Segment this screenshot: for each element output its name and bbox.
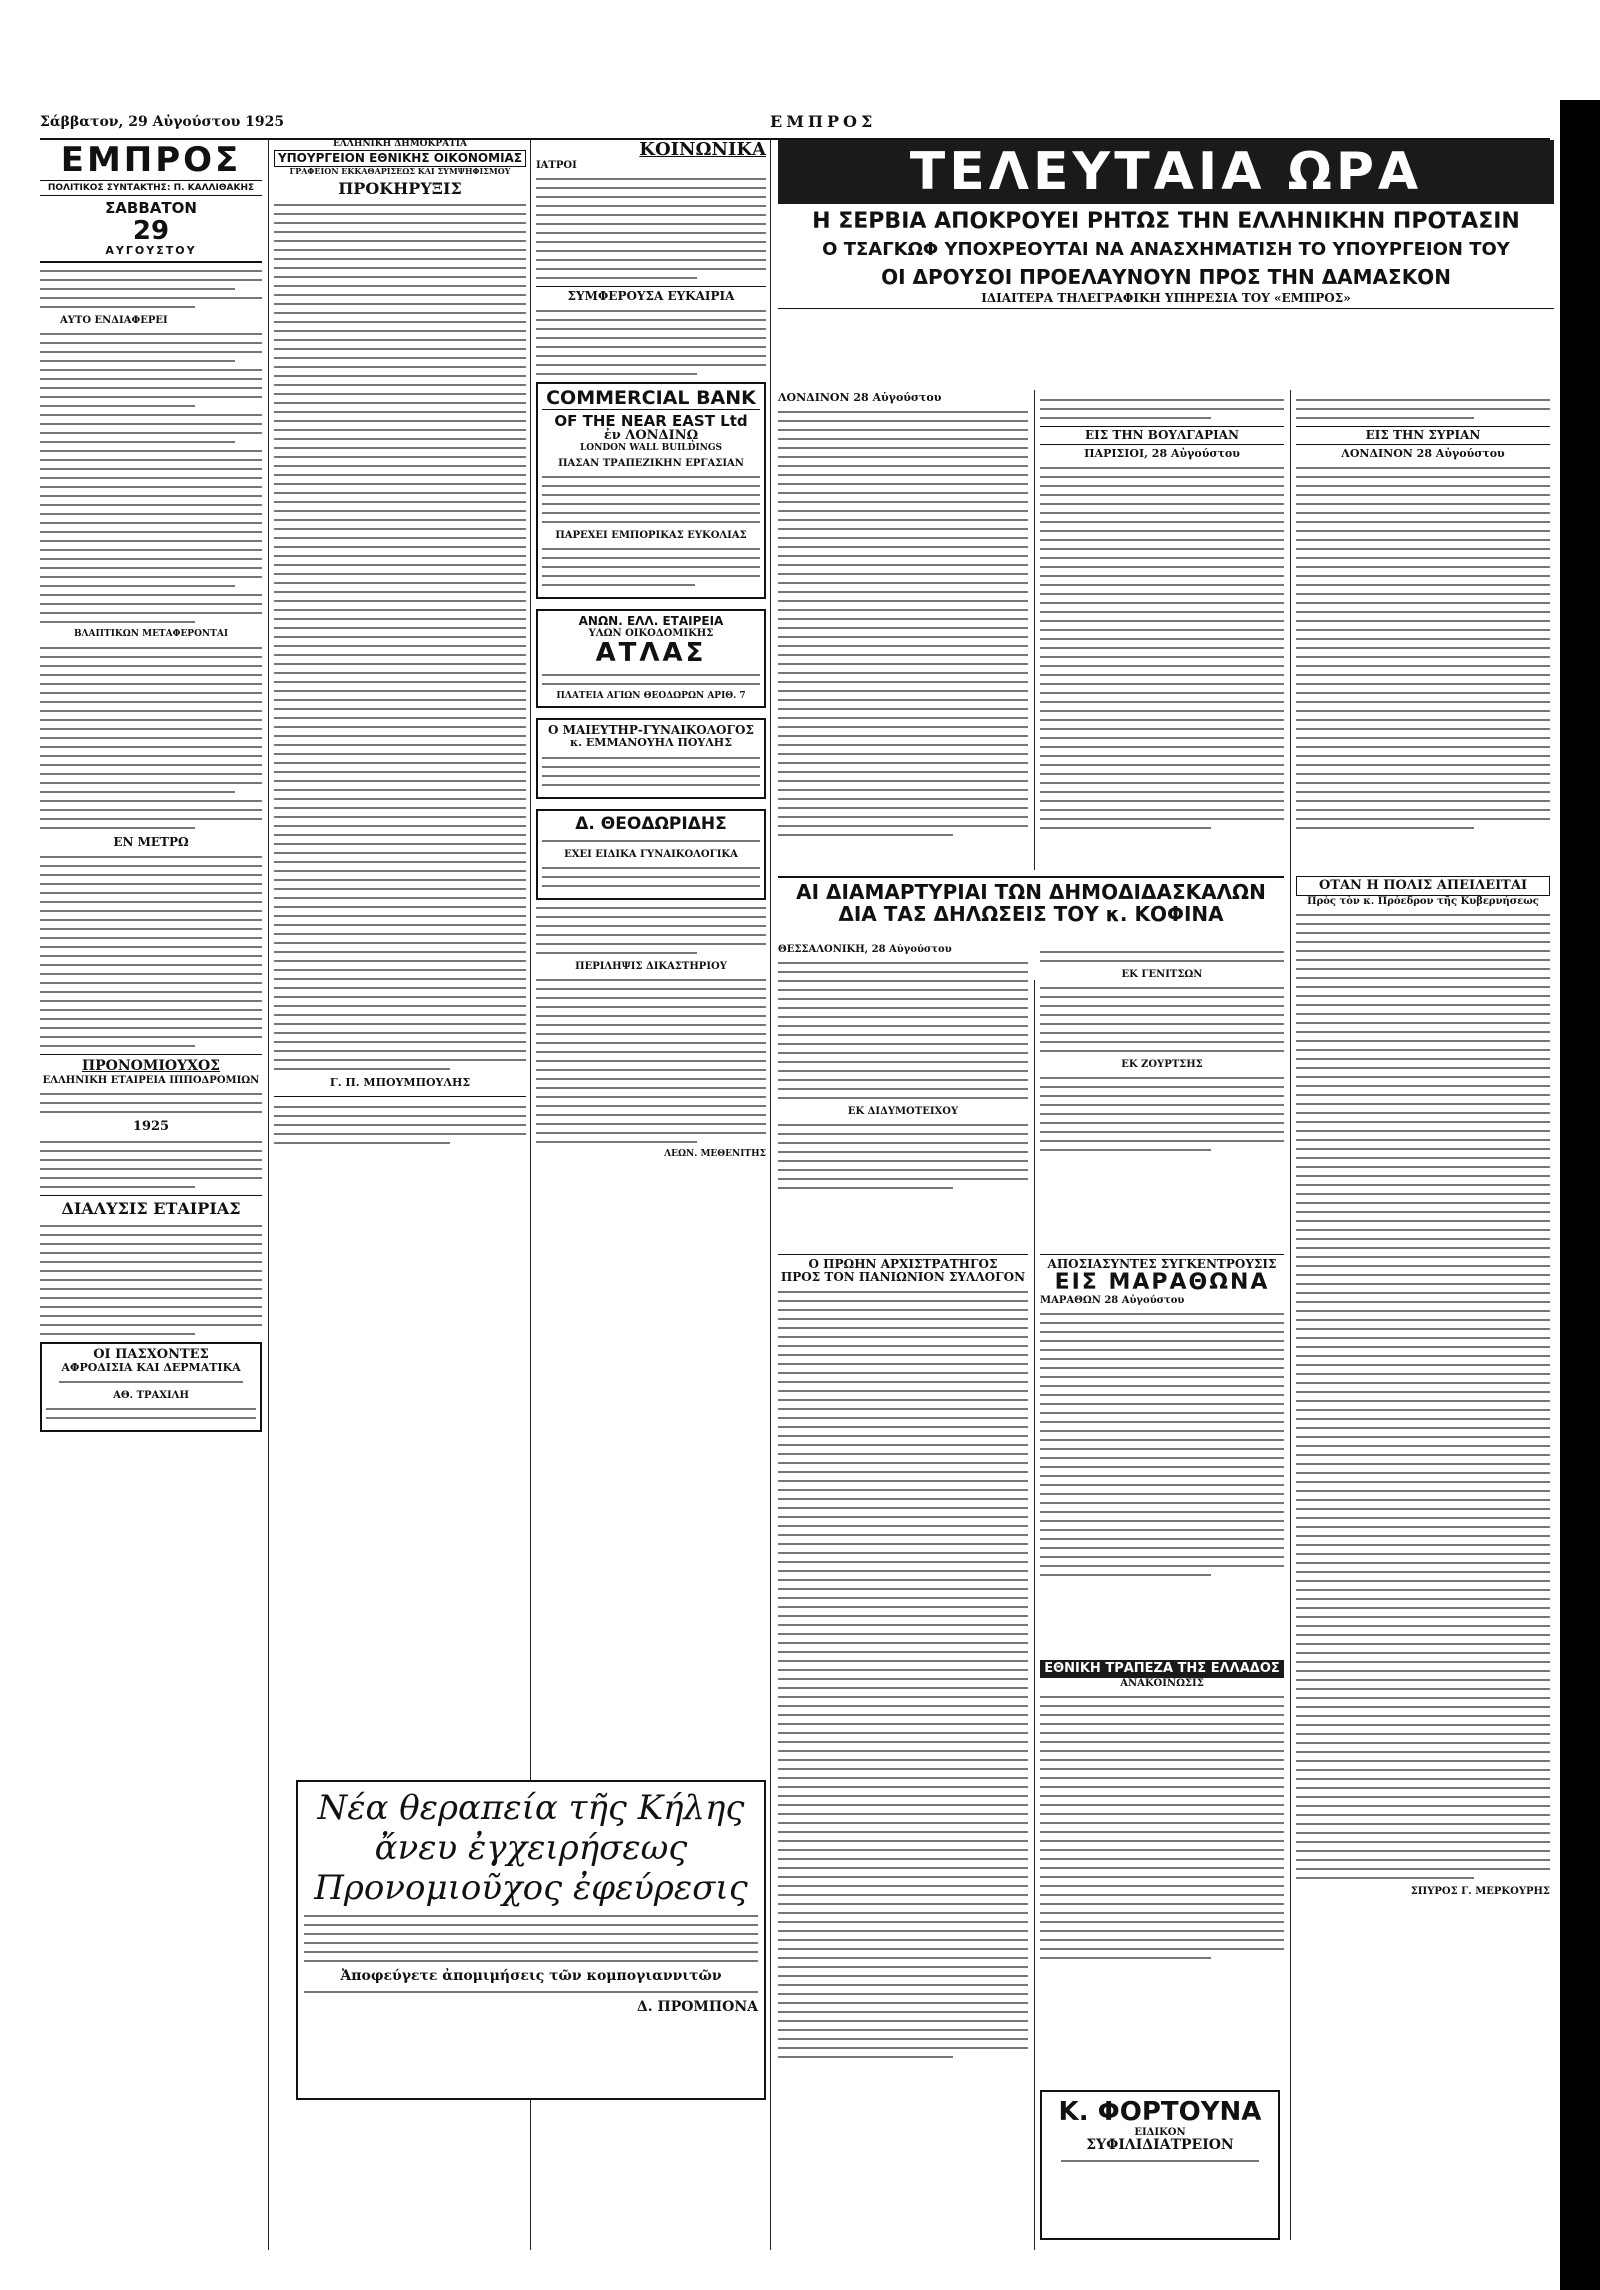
column-rule [1034, 390, 1035, 870]
headline-4: ΙΔΙΑΙΤΕΡΑ ΤΗΛΕΓΡΑΦΙΚΗ ΥΠΗΡΕΣΙΑ ΤΟΥ «ΕΜΠΡΟΣ» [778, 292, 1554, 309]
sub-heading: ΕΚ ΓΕΝΙΤΣΩΝ [1121, 969, 1203, 980]
headline-3: ΟΙ ΔΡΟΥΣΟΙ ΠΡΟΕΛΑΥΝΟΥΝ ΠΡΟΣ ΤΗΝ ΔΑΜΑΣΚΟΝ [881, 264, 1451, 289]
notice-title: ΠΡΟΝΟΜΙΟΥΧΟΣ [81, 1058, 221, 1075]
ad-headline-2: ἄνευ ἐγχειρήσεως [374, 1828, 688, 1868]
bank-services: ΠΑΣΑΝ ΤΡΑΠΕΖΙΚΗΝ ΕΡΓΑΣΙΑΝ [558, 457, 744, 469]
sub-heading: ΠΕΡΙΛΗΨΙΣ ΔΙΚΑΣΤΗΡΙΟΥ [575, 961, 727, 973]
dateline: ΛΟΝΔΙΝΟΝ 28 Αὐγούστου [1341, 447, 1505, 461]
sub-heading: ΙΑΤΡΟΙ [536, 159, 577, 171]
hippodrome-notice [40, 1054, 262, 1188]
ad-line: ΟΙ ΠΑΣΧΟΝΤΕΣ [93, 1346, 209, 1362]
ad-line: ΣΥΦΙΛΙΔΙΑΤΡΕΙΟΝ [1086, 2136, 1234, 2153]
national-bank-notice [1040, 1660, 1284, 2080]
sub-heading: ΕΙΣ ΤΗΝ ΣΥΡΙΑΝ [1296, 426, 1550, 445]
small-notice [274, 1096, 526, 1144]
running-header-date: Σάββατον, 29 Αὐγούστου 1925 [40, 114, 285, 130]
ad-brand: Δ. ΠΡΟΜΠΟΝΑ [636, 1999, 758, 2016]
notice-subtitle: ΕΛΛΗΝΙΚΗ ΕΤΑΙΡΕΙΑ ΙΠΠΟΔΡΟΜΙΩΝ [42, 1074, 260, 1086]
ad-brand: Κ. ΦΟΡΤΟΥΝΑ [1058, 2097, 1262, 2127]
notice-title: ΔΙΑΛΥΣΙΣ ΕΤΑΙΡΙΑΣ [61, 1198, 241, 1218]
running-header-title: ΕΜΠΡΟΣ [770, 112, 877, 131]
bank-name-2: OF THE NEAR EAST Ltd [554, 411, 748, 430]
column-1 [40, 140, 262, 2250]
headline-1: Η ΣΕΡΒΙΑ ΑΠΟΚΡΟΥΕΙ ΡΗΤΩΣ ΤΗΝ ΕΛΛΗΝΙΚΗΝ ΠΡΟΤΑΣΙΝ [812, 209, 1520, 234]
column-rule [770, 140, 771, 2250]
news-column-b [1040, 392, 1284, 872]
article-headline: ΑΙ ΔΙΑΜΑΡΤΥΡΙΑΙ ΤΩΝ ΔΗΜΟΔΙΔΑΣΚΑΛΩΝ [778, 876, 1284, 903]
notice-title: ΕΘΝΙΚΗ ΤΡΑΠΕΖΑ ΤΗΣ ΕΛΛΑΔΟΣ [1040, 1660, 1284, 1678]
sub-heading: ΣΥΜΦΕΡΟΥΣΑ ΕΥΚΑΙΡΙΑ [536, 286, 766, 303]
bank-address: LONDON WALL BUILDINGS [579, 442, 723, 453]
article-signature: ΣΠΥΡΟΣ Γ. ΜΕΡΚΟΥΡΗΣ [1410, 1886, 1550, 1898]
ad-headline-3: Προνομιοῦχος ἐφεύρεσις [314, 1868, 748, 1908]
ad-headline: Νέα θεραπεία τῆς Κήλης [317, 1788, 745, 1828]
page-running-header [40, 112, 1550, 140]
ad-brand: ΑΤΛΑΣ [595, 637, 707, 668]
sub-heading: ΕΚ ΔΙΔΥΜΟΤΕΙΧΟΥ [847, 1106, 959, 1117]
marathon-article [1040, 1254, 1284, 1654]
article-subheadline: Πρὸς τὸν κ. Πρόεδρον τῆς Κυβερνήσεως [1307, 896, 1539, 908]
gov-office: ΓΡΑΦΕΙΟΝ ΕΚΚΑΘΑΡΙΣΕΩΣ ΚΑΙ ΣΥΜΨΗΦΙΣΜΟΥ [289, 166, 511, 177]
dermatology-ad [40, 1342, 262, 1432]
column-rule [1290, 390, 1291, 2240]
dateline: ΘΕΣΣΑΛΟΝΙΚΗ, 28 Αὐγούστου [778, 944, 952, 955]
masthead-day: 29 [132, 215, 170, 246]
sub-heading: ΕΝ ΜΕΤΡΩ [113, 835, 189, 850]
article-headline-2: ΠΡΟΣ ΤΟΝ ΠΑΝΙΩΝΙΟΝ ΣΥΛΛΟΓΟΝ [780, 1270, 1026, 1285]
article-headline-2: ΕΙΣ ΜΑΡΑΘΩΝΑ [1054, 1270, 1270, 1296]
gynecologist-ad [536, 718, 766, 798]
ad-warning: Ἀποφεύγετε ἀπομιμήσεις τῶν κομπογιαννιτῶν [340, 1968, 722, 1984]
latest-news-section [778, 140, 1554, 309]
article-headline-2: ΔΙΑ ΤΑΣ ΔΗΛΩΣΕΙΣ ΤΟΥ κ. ΚΟΦΙΝΑ [838, 902, 1224, 926]
news-column-a [778, 392, 1028, 872]
gov-line: ΕΛΛΗΝΙΚΗ ΔΗΜΟΚΡΑΤΙΑ [333, 140, 467, 149]
dateline: ΜΑΡΑΘΩΝ 28 Αὐγούστου [1040, 1295, 1185, 1307]
article-headline: Ο ΠΡΩΗΝ ΑΡΧΙΣΤΡΑΤΗΓΟΣ [778, 1254, 1028, 1271]
sub-heading: ΒΛΑΠΤΙΚΩΝ ΜΕΤΑΦΕΡΟΝΤΑΙ [73, 629, 229, 640]
ad-line: ΑΘ. ΤΡΑΧΙΛΗ [113, 1389, 189, 1401]
ad-line: ΕΙΔΙΚΟΝ [1134, 2126, 1186, 2138]
dateline: ΠΑΡΙΣΙΟΙ, 28 Αὐγούστου [1084, 447, 1240, 461]
editorial-text [40, 270, 262, 1047]
ad-line: ΑΦΡΟΔΙΣΙΑ ΚΑΙ ΔΕΡΜΑΤΙΚΑ [61, 1360, 241, 1374]
notice-year: 1925 [132, 1118, 170, 1134]
notice-subtitle: ΑΝΑΚΟΙΝΩΣΙΣ [1120, 1678, 1204, 1690]
bank-city: ἐν ΛΟΝΔΙΝῼ [603, 428, 699, 444]
ad-line: ΥΛΩΝ ΟΙΚΟΔΟΜΙΚΗΣ [588, 627, 714, 639]
dissolution-notice [40, 1195, 262, 1335]
ad-line: Ο ΜΑΙΕΥΤΗΡ-ΓΥΝΑΙΚΟΛΟΓΟΣ [548, 723, 754, 738]
ad-line: κ. ΕΜΜΑΝΟΥΗΛ ΠΟΥΛΗΣ [570, 736, 732, 750]
commander-article [778, 1254, 1028, 2244]
teachers-column-a [778, 944, 1028, 1244]
notice-signature: ΛΕΩΝ. ΜΕΘΕΝΙΤΗΣ [664, 1149, 766, 1160]
ad-line: ΑΝΩΝ. ΕΛΛ. ΕΤΑΙΡΕΙΑ [578, 613, 724, 628]
fortouna-ad [1040, 2090, 1280, 2240]
section-header: ΚΟΙΝΩΝΙΚΑ [639, 140, 766, 160]
column-rule [1034, 980, 1035, 2250]
column-rule [268, 140, 269, 2250]
bank-name: COMMERCIAL BANK [542, 388, 760, 410]
masthead-title: ΕΜΠΡΟΣ [60, 140, 242, 180]
teachers-article [778, 876, 1284, 925]
theodoridis-ad [536, 809, 766, 901]
ad-line: Δ. ΘΕΟΔΩΡΙΔΗΣ [575, 813, 727, 834]
atlas-ad [536, 609, 766, 709]
headline-2: Ο ΤΣΑΓΚΩΦ ΥΠΟΧΡΕΟΥΤΑΙ ΝΑ ΑΝΑΣΧΗΜΑΤΙΣΗ ΤΟ ΥΠΟΥΡΓΕΙΟΝ ΤΟΥ [822, 239, 1510, 261]
masthead-weekday: ΣΑΒΒΑΤΟΝ [105, 199, 197, 217]
proclamation-signature: Γ. Π. ΜΠΟΥΜΠΟΥΛΗΣ [329, 1076, 471, 1090]
proclamation-text [274, 204, 526, 1070]
masthead-director: ΠΟΛΙΤΙΚΟΣ ΣΥΝΤΑΚΤΗΣ: Π. ΚΑΛΛΙΘΑΚΗΣ [40, 180, 262, 196]
bank-facilities: ΠΑΡΕΧΕΙ ΕΜΠΟΡΙΚΑΣ ΕΥΚΟΛΙΑΣ [555, 529, 747, 541]
hernia-treatment-ad [296, 1780, 766, 2100]
sub-heading: ΕΙΣ ΤΗΝ ΒΟΥΛΓΑΡΙΑΝ [1040, 426, 1284, 445]
article-headline: ΑΠΟΣΙΑΣΥΝΤΕΣ ΣΥΓΚΕΝΤΡΟΥΣΙΣ [1040, 1254, 1284, 1271]
latest-news-banner: ΤΕΛΕΥΤΑΙΑ ΩΡΑ [778, 140, 1554, 204]
gov-ministry: ΥΠΟΥΡΓΕΙΟΝ ΕΘΝΙΚΗΣ ΟΙΚΟΝΟΜΙΑΣ [274, 150, 526, 167]
masthead-month: ΑΥΓΟΥΣΤΟΥ [105, 244, 197, 258]
ad-address: ΠΛΑΤΕΙΑ ΑΓΙΩΝ ΘΕΟΔΩΡΩΝ ΑΡΙΘ. 7 [556, 691, 746, 702]
teachers-column-b [1040, 944, 1284, 1244]
ad-line: ΕΧΕΙ ΕΙΔΙΚΑ ΓΥΝΑΙΚΟΛΟΓΙΚΑ [564, 849, 738, 861]
dateline: ΛΟΝΔΙΝΟΝ 28 Αὐγούστου [778, 392, 942, 404]
city-threatened-article [1296, 876, 1550, 2236]
sub-heading: ΑΥΤΟ ΕΝΔΙΑΦΕΡΕΙ [60, 315, 168, 327]
article-headline: ΟΤΑΝ Η ΠΟΛΙΣ ΑΠΕΙΛΕΙΤΑΙ [1296, 876, 1550, 896]
news-column-c [1296, 392, 1550, 872]
sub-heading: ΕΚ ΖΟΥΡΤΣΗΣ [1121, 1059, 1203, 1070]
page-edge-shadow [1560, 100, 1600, 2290]
proclamation-title: ΠΡΟΚΗΡΥΞΙΣ [338, 178, 462, 198]
commercial-bank-ad [536, 382, 766, 599]
